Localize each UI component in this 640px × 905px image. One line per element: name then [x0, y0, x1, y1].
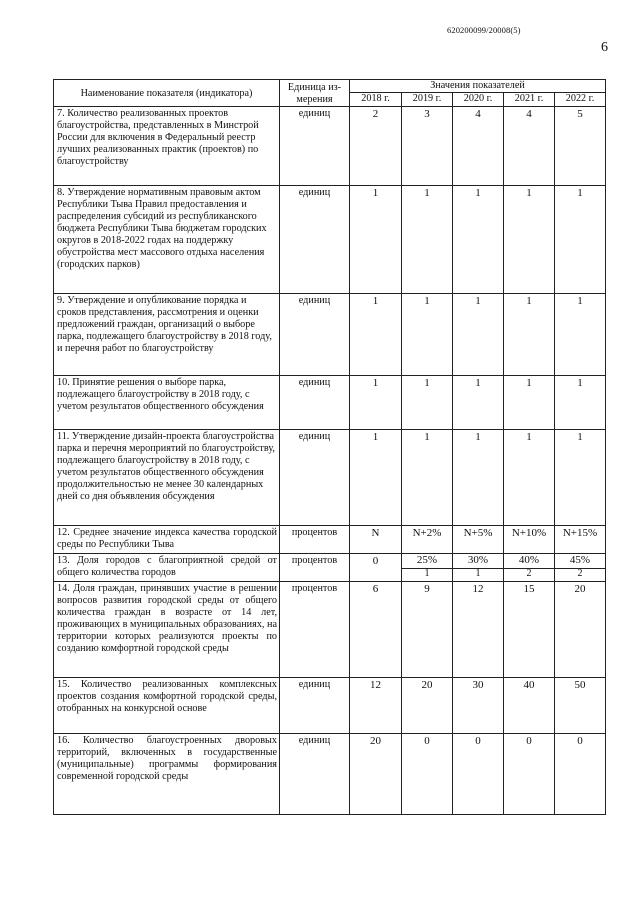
table-row: [54, 294, 606, 376]
indicator-value: 1: [555, 430, 606, 526]
header-year: 2021 г.: [504, 93, 555, 107]
indicator-name: 11. Утверждение дизайн-проекта благоустройства парка и перечня мероприятий по благоустройству, подлежащего благоустройству в 2018 году, с учетом результатов общественного обсуждения продолжительностью не менее 30 календарных дней со дня объявления обсуждения: [54, 430, 280, 526]
indicator-value: 40: [504, 678, 555, 734]
indicator-value: N+15%: [555, 526, 606, 554]
indicator-name: 15. Количество реализованных комплексных проектов создания комфортной городской среды, отобранных на конкурсной основе: [54, 678, 280, 734]
indicator-subvalue: 2: [504, 568, 554, 579]
page-number: 6: [601, 40, 608, 55]
indicator-value: 1: [402, 430, 453, 526]
indicator-value: 1: [555, 376, 606, 430]
indicator-value: 12: [350, 678, 402, 734]
indicators-table: [53, 79, 606, 815]
indicator-unit: единиц: [280, 734, 350, 815]
indicator-unit: процентов: [280, 582, 350, 678]
header-row: [54, 80, 606, 93]
indicator-value: 1: [350, 376, 402, 430]
indicator-value: 0: [350, 554, 402, 582]
indicator-value: 1: [402, 186, 453, 294]
indicator-value: 1: [504, 294, 555, 376]
indicator-value: 1: [453, 376, 504, 430]
indicator-subvalue: 1: [402, 568, 452, 579]
indicator-value: 1: [504, 376, 555, 430]
indicator-name: 16. Количество благоустроенных дворовых территорий, включенных в государственные (муниципальные) программы формирования современной городской среды: [54, 734, 280, 815]
indicator-value: 0: [453, 734, 504, 815]
indicator-name: 12. Среднее значение индекса качества городской среды по Республики Тыва: [54, 526, 280, 554]
document-code: 620200099/20008(5): [447, 25, 521, 35]
indicator-value: 1: [350, 186, 402, 294]
indicator-unit: единиц: [280, 186, 350, 294]
indicator-value: 20: [402, 678, 453, 734]
indicator-value: 20: [350, 734, 402, 815]
indicator-value: N+2%: [402, 526, 453, 554]
indicator-unit: процентов: [280, 554, 350, 582]
table-row: [54, 526, 606, 554]
indicator-value: 1: [350, 430, 402, 526]
indicator-unit: единиц: [280, 430, 350, 526]
indicator-unit: процентов: [280, 526, 350, 554]
table-row: [54, 107, 606, 186]
indicator-value: 6: [350, 582, 402, 678]
indicator-subvalue: 2: [555, 568, 605, 579]
header-unit-line2: мерения: [296, 94, 333, 105]
indicator-value: 45%: [569, 554, 591, 566]
indicator-name: 7. Количество реализованных проектов благоустройства, представленных в Минстрой России для включения в Федеральный реестр лучших реализованных практик (проектов) по благоустройству: [54, 107, 280, 186]
indicator-value: 1: [350, 294, 402, 376]
indicator-value: 1: [402, 376, 453, 430]
indicator-value: 15: [504, 582, 555, 678]
indicator-value: 4: [453, 107, 504, 186]
indicator-name: 8. Утверждение нормативным правовым актом Республики Тыва Правил предоставления и распределения субсидий из республиканского бюджета Республики Тыва бюджетам городских округов в 2018-2022 годах на поддержку обустройства мест массового отдыха населения (городских парков): [54, 186, 280, 294]
indicator-value-cell: [402, 554, 453, 582]
indicator-value: 30%: [467, 554, 489, 566]
table-row: [54, 582, 606, 678]
header-name: Наименование показателя (индикатора): [54, 80, 280, 107]
indicator-value-cell: [555, 554, 606, 582]
indicator-value: 30: [453, 678, 504, 734]
indicator-value: 1: [453, 294, 504, 376]
indicator-value: 50: [555, 678, 606, 734]
indicator-value: N+10%: [504, 526, 555, 554]
table-row: [54, 430, 606, 526]
indicator-value: 40%: [518, 554, 540, 566]
indicator-value: 4: [504, 107, 555, 186]
indicator-value-cell: [504, 554, 555, 582]
indicator-value: N+5%: [453, 526, 504, 554]
indicator-unit: единиц: [280, 294, 350, 376]
indicator-value: 1: [504, 430, 555, 526]
indicator-unit: единиц: [280, 376, 350, 430]
header-unit-line1: Единица из-: [287, 82, 342, 93]
indicator-value: 1: [555, 186, 606, 294]
indicator-unit: единиц: [280, 107, 350, 186]
indicator-value: 1: [453, 186, 504, 294]
indicator-value: 25%: [416, 554, 438, 566]
table-row: [54, 376, 606, 430]
indicator-unit: единиц: [280, 678, 350, 734]
header-unit: [280, 80, 350, 107]
table-row: [54, 186, 606, 294]
indicator-value: 1: [402, 294, 453, 376]
indicator-name: 9. Утверждение и опубликование порядка и сроков представления, рассмотрения и оценки предложений граждан, организаций о выборе парка, подлежащего благоустройству в 2018 году, и перечня работ по благоустройству: [54, 294, 280, 376]
indicator-value: 1: [504, 186, 555, 294]
header-year: 2019 г.: [402, 93, 453, 107]
header-values: Значения показателей: [350, 80, 606, 93]
indicator-value: 0: [402, 734, 453, 815]
indicator-value: 0: [555, 734, 606, 815]
indicator-value: 2: [350, 107, 402, 186]
header-year: 2020 г.: [453, 93, 504, 107]
table-row: [54, 554, 606, 582]
indicator-name: 10. Принятие решения о выборе парка, подлежащего благоустройству в 2018 году, с учетом результатов общественного обсуждения: [54, 376, 280, 430]
indicator-value: 12: [453, 582, 504, 678]
indicator-name: 14. Доля граждан, принявших участие в решении вопросов развития городской среды от общего количества граждан в возрасте от 14 лет, проживающих в муниципальных образованиях, на территории которых реализуются проекты по созданию комфортной городской среды: [54, 582, 280, 678]
indicator-subvalue: 1: [453, 568, 503, 579]
indicator-value: 1: [555, 294, 606, 376]
indicator-value-cell: [453, 554, 504, 582]
indicator-name: 13. Доля городов с благоприятной средой от общего количества городов: [54, 554, 280, 582]
table-row: [54, 734, 606, 815]
indicator-value: 0: [504, 734, 555, 815]
indicator-value: 20: [555, 582, 606, 678]
header-year: 2018 г.: [350, 93, 402, 107]
table-row: [54, 678, 606, 734]
indicator-value: 5: [555, 107, 606, 186]
indicator-value: 3: [402, 107, 453, 186]
indicator-value: 9: [402, 582, 453, 678]
indicator-value: 1: [453, 430, 504, 526]
header-year: 2022 г.: [555, 93, 606, 107]
indicator-value: N: [350, 526, 402, 554]
